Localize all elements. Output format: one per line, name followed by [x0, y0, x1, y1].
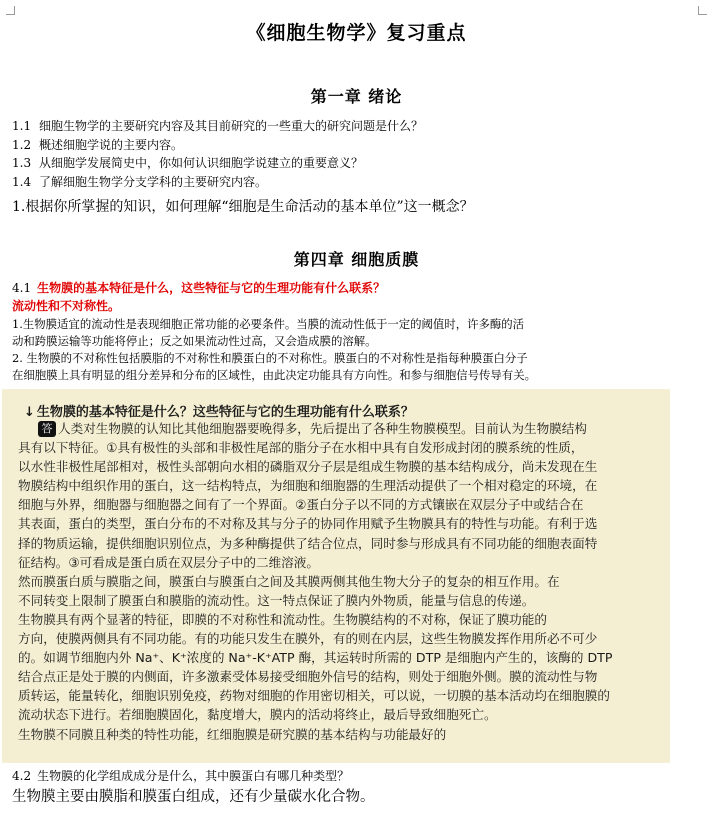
question-4-2-answer: 生物膜主要由膜脂和膜蛋白组成，还有少量碳水化合物。 [12, 789, 375, 805]
scanned-line: 然而膜蛋白质与膜脂之间，膜蛋白与膜蛋白之间及其膜两侧其他生物大分子的复杂的相互作用。在 [18, 573, 560, 589]
scanned-line: 方向，使膜两侧具有不同功能。有的功能只发生在膜外，有的则在内层，这些生物膜发挥作用所必不可少 [18, 631, 598, 647]
question-4-1 [12, 279, 385, 296]
scanned-line: 生物膜不同膜且种类的特性功能，红细胞膜是研究膜的基本结构与功能最好的 [18, 726, 447, 742]
scanned-line: 不同转变上限制了膜蛋白和膜脂的流动性。这一特点保证了膜内外物质，能量与信息的传递。 [18, 592, 535, 608]
answer-paragraph-asymmetry [12, 350, 712, 384]
question-text: 从细胞学发展简史中，你如何认识细胞学说建立的重要意义？ [39, 156, 364, 170]
scanned-line: 流动状态下进行。若细胞膜固化，黏度增大，膜内的活动将终止，最后导致细胞死亡。 [18, 707, 497, 723]
arrow-icon: ↓ [24, 405, 35, 420]
question-text: 概述细胞学说的主要内容。 [39, 137, 184, 152]
scanned-answer-text [18, 419, 612, 744]
paragraph-line: 在细胞膜上具有明显的组分差异和分布的区域性，由此决定功能具有方向性。和参与细胞信号传导有关。 [12, 368, 536, 382]
question-item [12, 173, 423, 192]
scanned-line: 生物膜具有两个显著的特征，即膜的不对称性和流动性。生物膜结构的不对称，保证了膜功能的 [18, 611, 547, 627]
scanned-line: 其表面，蛋白的类型，蛋白分布的不对称及其与分子的协同作用赋予生物膜具有的特性与功能。有利于选 [18, 516, 598, 532]
question-4-1-short-answer: 流动性和不对称性。 [12, 299, 121, 313]
question-text: 细胞生物学的主要研究内容及其目前研究的一些重大的研究问题是什么？ [39, 119, 424, 133]
question-item [12, 136, 423, 155]
paragraph-line: 1.生物膜适宜的流动性是表现细胞正常功能的必要条件。当膜的流动性低于一定的阈值时，许多酶的活 [12, 317, 525, 331]
answer-paragraph-fluidity [12, 316, 712, 350]
scanned-line: 以水性非极性尾部相对，极性头部朝向水相的磷脂双分子层是组成生物膜的基本结构成分，尚未发现在生 [18, 459, 598, 475]
page-corner-mark [6, 6, 15, 15]
page-corner-mark [698, 6, 707, 15]
chapter-4-heading: 第四章 细胞质膜 [293, 250, 420, 269]
scanned-line: 物膜结构中组织作用的蛋白，这一结构特点，为细胞和细胞器的生理活动提供了一个相对稳定的环境，在 [18, 478, 598, 494]
scanned-line: 具有以下特征。①具有极性的头部和非极性尾部的脂分子在水相中具有自发形成封闭的膜系统的性质， [18, 440, 584, 456]
scanned-question-text: 生物膜的基本特征是什么？这些特征与它的生理功能有什么联系？ [36, 405, 414, 420]
scanned-line: 细胞与外界，细胞器与细胞器之间有了一个界面。②蛋白分子以不同的方式镶嵌在双层分子中或结合在 [18, 497, 584, 513]
question-4-2 [12, 767, 349, 784]
chapter-1-heading: 第一章 绪论 [310, 87, 403, 106]
question-number: 1.3 [12, 156, 32, 170]
question-item [12, 117, 423, 136]
chapter-1-question-list [12, 117, 423, 191]
question-text: 生物膜的化学组成成分是什么，其中膜蛋白有哪几种类型？ [37, 769, 350, 783]
answer-badge: 答 [38, 421, 56, 437]
question-number: 4.1 [12, 281, 32, 295]
question-number: 1.1 [12, 119, 32, 133]
scanned-question [24, 401, 414, 420]
question-text: 了解细胞生物学分支学科的主要研究内容。 [39, 174, 268, 189]
scanned-line: 结合点正是处于膜的内侧面，许多激素受体易接受细胞外信号的结构，则处于细胞外侧。膜的流动性与物 [18, 669, 598, 685]
question-item [12, 154, 423, 173]
scanned-line: 质转运，能量转化，细胞识别免疫，药物对细胞的作用密切相关，可以说，一切膜的基本活动均在细胞膜的 [18, 688, 610, 704]
question-number: 4.2 [12, 769, 32, 783]
document-title: 《细胞生物学》复习重点 [246, 22, 467, 44]
question-number: 1.2 [12, 137, 32, 152]
scanned-textbook-excerpt [2, 389, 670, 763]
chapter-1-extra-question: 1.根据你所掌握的知识，如何理解“细胞是生命活动的基本单位”这一概念？ [12, 199, 474, 215]
scanned-line: 的。如调节细胞内外 Na⁺、K⁺浓度的 Na⁺-K⁺ATP 酶，其运转时所需的 DTP 是细胞内产生的，该酶的 DTP [18, 650, 613, 666]
paragraph-line: 动和跨膜运输等功能将停止；反之如果流动性过高，又会造成膜的溶解。 [12, 334, 377, 348]
scanned-line: 征结构。③可看成是蛋白质在双层分子中的二维溶液。 [18, 554, 319, 570]
paragraph-line: 2. 生物膜的不对称性包括膜脂的不对称性和膜蛋白的不对称性。膜蛋白的不对称性是指每种膜蛋白分子 [12, 351, 528, 365]
question-number: 1.4 [12, 174, 32, 189]
question-text: 生物膜的基本特征是什么，这些特征与它的生理功能有什么联系？ [37, 281, 386, 295]
scanned-line: 择的物质运输，提供细胞识别位点，为多种酶提供了结合位点，同时参与形成具有不同功能的细胞表面特 [18, 535, 598, 551]
scanned-line: 人类对生物膜的认知比其他细胞器要晚得多，先后提出了各种生物膜模型。目前认为生物膜结构 [58, 421, 587, 436]
